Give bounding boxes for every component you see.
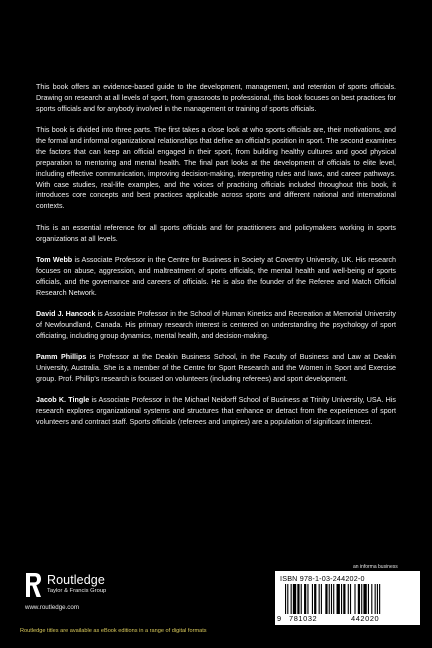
publisher-url[interactable]: www.routledge.com [25,604,79,611]
description-audience: This is an essential reference for all sports officials and for practitioners and policymakers working in sports organizations at all levels. [36,223,396,243]
publisher-group: Taylor & Francis Group [47,588,107,594]
author-bio-text: is Associate Professor in the Michael Neidorff School of Business at Trinity University, USA. His research explores organizational systems and structures that enhance or detract from the experiences of sport volunteers and contract staff. Sports officials (referees and umpires) are a population of significant interest. [36,396,396,426]
author-bio-text: is Professor at the Deakin Business School, in the Faculty of Business and Law at Deakin University, Australia. She is a member of the Centre for Sport Research and the Women in Sport and Exercise group. Prof. Phillip's research is focused on volunteers (including referees) and sport development. [36,353,397,383]
barcode-digits-right: 442020 [351,614,380,623]
author-name: David J. Hancock [36,309,96,318]
barcode-icon [285,584,413,614]
author-bio-text: is Associate Professor in the Centre for Business in Society at Coventry University, UK. His research focuses on abuse, aggression, and maltreatment of sports officials, the mental health and well-being of sports officials, and the governance and careers of officials. He is also the founder of the Referee and Match Official Research Network. [36,255,396,297]
author-bio-text: is Associate Professor in the School of Human Kinetics and Recreation at Memorial University of Newfoundland, Canada. His primary research interest is centered on understanding the psychology of sport officiating, including group dynamics, mental health, and decision-making. [36,309,396,340]
isbn-label: ISBN 978-1-03-244202-0 [280,574,365,583]
ebook-note: Routledge titles are available as eBook editions in a range of digital formats [20,628,207,634]
author-bio [36,352,396,385]
publisher-block [25,568,155,598]
author-name: Tom Webb [36,255,73,264]
author-name: Jacob K. Tingle [36,396,90,405]
barcode-digit-first: 9 [277,614,282,623]
routledge-r-logo-icon [25,572,42,598]
isbn-barcode [275,571,420,625]
barcode-digits-left: 781032 [289,614,318,623]
description-parts: This book is divided into three parts. The first takes a close look at who sports officials are, their motivations, and the formal and informal organizational relationships that define an official's position in sport. The second examines the factors that can keep an official engaged in their sport, from building healthy cultures and good physical preparation to mentoring and mental health. The final part looks at the development of officials to elite level, including effective communication, improving decision-making, interpreting rules and laws, and career pathways. With case studies, real-life examples, and the voices of practicing officials included throughout this book, it introduces core concepts and best practices applicable across sports and different national and international contexts. [36,126,396,211]
publisher-name: Routledge [47,573,105,587]
author-bio [36,395,396,428]
author-bio [36,309,396,342]
informa-tagline: an informa business [353,564,398,570]
description-intro: This book offers an evidence-based guide to the development, management, and retention of sports officials. Drawing on research at all levels of sport, from grassroots to professional, this book focuses on best practices for sports officials and for anybody involved in the management or training of sports officials. [36,83,396,113]
author-bio [36,255,396,299]
author-name: Pamm Phillips [36,353,87,361]
cover-copy [36,82,396,438]
